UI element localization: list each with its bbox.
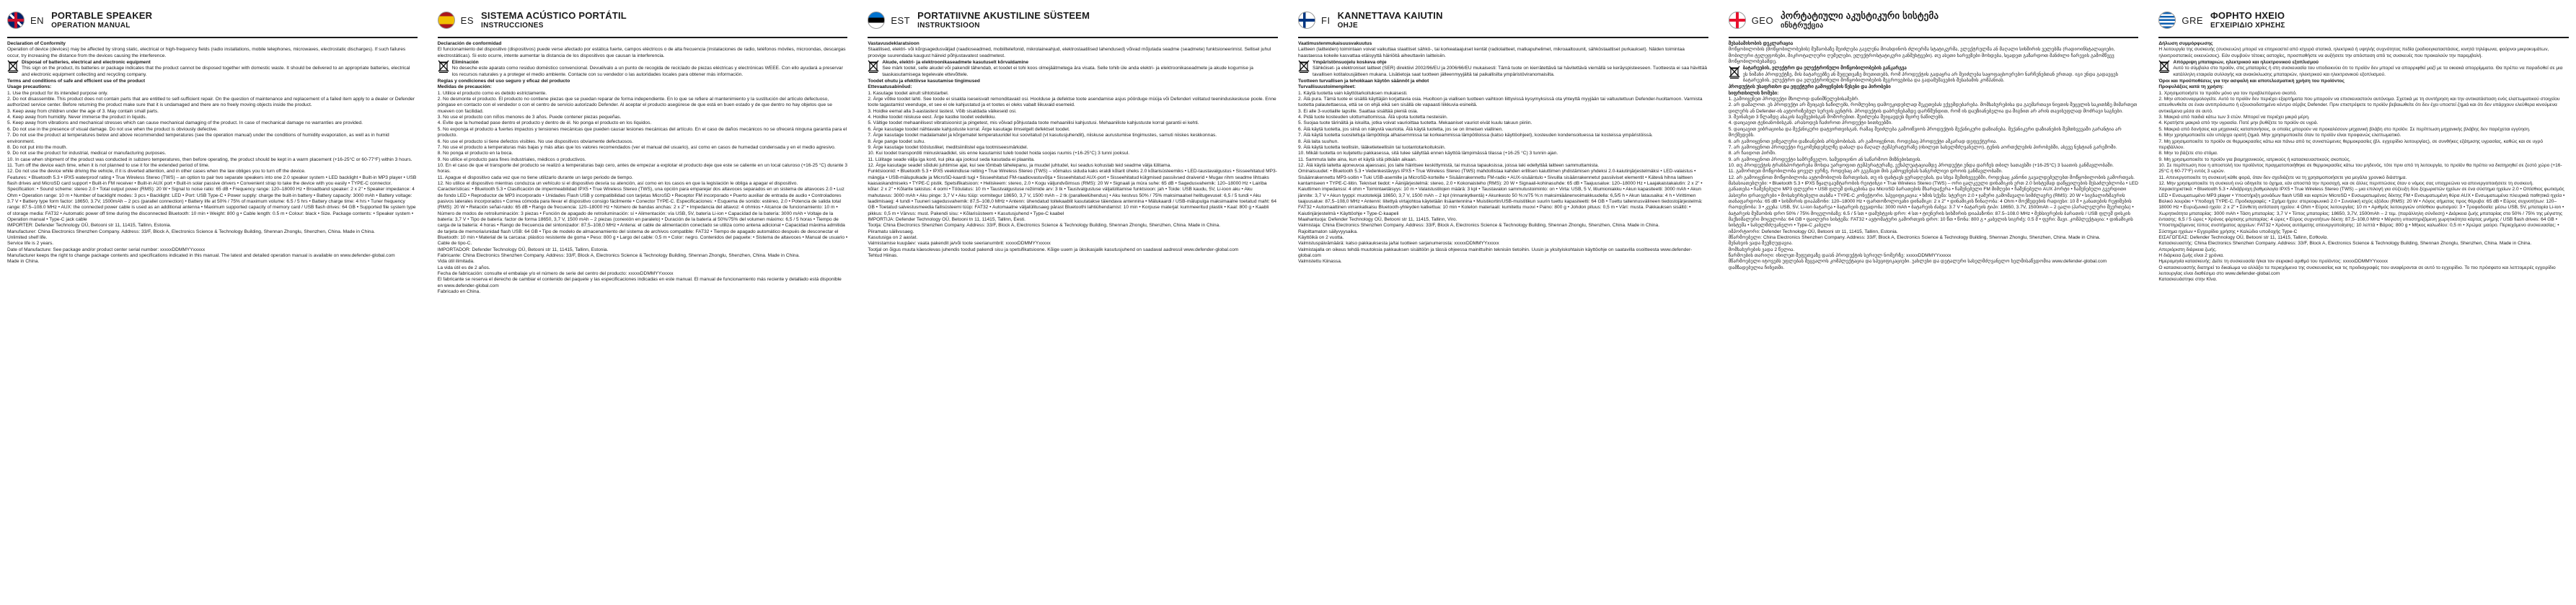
manual-body xyxy=(2158,41,2569,283)
disposal-text: Sähköiset- ja elektroniset laitteet (SER) direktiivi 2002/96/EU ja 2006/66/EU mukaisesti: Tämä tuote on kierrätettävä tai hävitettävä viemällä se keräyspisteeseen. Tuotteesta ei saa hävittää tavallisen kotitalousjätteen mukana. Lisätietoja saat tuotteen jälleenmyyjältä tai paikallisilta ympäristöviranomaisilta. xyxy=(1313,66,1708,77)
manual-body xyxy=(7,41,418,265)
paragraph: Maahantuoja: Defender Technology OÜ, Betooni str 11, 11415, Tallinn, Viro. xyxy=(1298,216,1457,222)
language-code: GRE xyxy=(2182,14,2204,26)
paragraph: 10. თუ პროდუქტის ტრანსპორტირება მოხდა უარყოფით ტემპერატურაზე, ექსპლუატაციამდე პროდუქტი უნდა დარჩეს თბილ სათავსში (+16-25°C) 3 საათის განმავლობაში. xyxy=(1728,162,2114,168)
paragraph: 11. Sammuta laite aina, kun et käytä sitä pitkään aikaan. xyxy=(1298,156,1417,162)
paragraph: 10. In case when shipment of the product was conducted in subzero temperatures, then before operating, the product should be kept in a warm placement (+16-25°C or 60-77°F) within 3 hours. xyxy=(7,156,413,162)
manual-subtitle: OPERATION MANUAL xyxy=(51,21,131,30)
paragraph: 2. No desmonte el producto. El producto no contiene piezas que se puedan reparar de forma independiente. En lo que se refiere al mantenimiento y la sustitución del artículo defectuoso, póngase en contacto con el vendedor o con el centro de servicio autorizado Defender. Al aceptar el producto asegúrese de que está en buen estado y de que dentro no hay objetos que se mueven con facilidad. xyxy=(437,97,832,114)
manual-body xyxy=(1298,41,1708,265)
intro-section xyxy=(1298,41,1708,59)
language-code: GEO xyxy=(1751,14,1774,26)
paragraph: შენახვის ვადა შეუზღუდავია. xyxy=(1728,241,1793,247)
paragraph: მწარმოებელი: China Electronics Shenzhen Company. Address: 33/F, Block A, Electronics Science & Technology Building, Shennan Zhonglu, Shenzhen, China. Made in China. xyxy=(1728,235,2101,240)
section-heading: Medidas de precaución: xyxy=(437,84,492,90)
paragraph: 8. არ ჩაიდოთ პირში. xyxy=(1728,151,1777,156)
product-title: PORTABLE SPEAKER xyxy=(51,10,153,22)
crossed-bin-icon xyxy=(868,60,879,73)
disposal-text: No deseche este aparato como residuo doméstico convencional. Devuélvalo a un punto de recogida de reciclado de piezas eléctricas y electrónicas WEEE. Con ello ayudará a preservar los recursos naturales y a proteger el medio ambiente. Contacte con su vendedor o las autoridades locales para obtener más información. xyxy=(451,66,843,77)
paragraph: Manufacturer: China Electronics Shenzhen Company. Address: 33/F, Block A, Electronics Science & Technology Building, Shennan Zhonglu, Shenzhen, China. Made in China. xyxy=(7,229,375,234)
paragraph: Staatilised, elektri- või kõrgsagedusväljad (raadioseadmed, mobiiltelefonid, mikrolaineahjud, elektrostaatilised lahendused) võivad mõjutada seadme (seadmete) funktsioneerimist. Sellisel juhul proovige suurendada kaugust häireid põhjustavatest seadmetest. xyxy=(868,47,1271,58)
paragraph: ΕΙΣΑΓΩΓΕΑΣ: Defender Technology OÜ, Betooni str 11, 11415, Tallinn, Εσθονία. xyxy=(2158,235,2329,240)
disposal-title: Disposal of batteries, electrical and electronic equipment xyxy=(22,60,151,66)
paragraph: 8. No ponga el producto en la boca. xyxy=(437,151,513,156)
disposal-block xyxy=(7,60,418,78)
paragraph: Date of Manufacture: See package and/or product center serial number: xxxxxDDMMYYxxxxx xyxy=(7,247,206,252)
paragraph: 6. Älä käytä tuotetta, jos siinä on näkyviä vaurioita. Älä käytä tuotetta, jos se on ilmeisen viallinen. xyxy=(1298,126,1504,132)
georgia-flag-icon xyxy=(1729,12,1746,29)
paragraph: 2. Μην αποσυναρμολογείτε. Αυτό το προϊόν δεν περιέχει εξαρτήματα που μπορούν να επισκευαστούν αυτόνομα. Σχετικά με τη συντήρηση και την αντικατάσταση ενός ελαττωματικού στοιχείου απευθυνθείτε σε έναν αντιπρόσωπο ή εξουσιοδοτημένο κέντρο σέρβις Defender. Πριν επιστρέψετε το προϊόν βεβαιωθείτε ότι δεν έχει υποστεί ζημιά και ότι δεν υπάρχουν ελεύθερα κινούμενα αντικείμενα μέσα σε αυτό. xyxy=(2158,97,2560,114)
column-header xyxy=(438,6,848,38)
paragraph: 10. Mikäli tuotetta on kuljetettu pakkasessa, sitä tulee säilyttää ennen käyttöä lämpimässä tilassa (+16-25 °C) 3 tunnin ajan. xyxy=(1298,151,1558,156)
product-title: პორტატიული აკუსტიკური სისტემა xyxy=(1781,10,1939,22)
paragraph: Fabricante: China Electronics Shenzhen Company. Address: 33/F, Block A, Electronics Science & Technology Building, Shennan Zhonglu, Shenzhen, China. Made in China. xyxy=(437,253,800,259)
section-heading: Terms and conditions of safe and efficient use of the product xyxy=(7,79,146,84)
paragraph: 8. Μην το βάζετε στο στόμα. xyxy=(2158,151,2218,156)
language-code: EN xyxy=(30,14,45,26)
paragraph: 4. Keep away from humidity. Never immerse the product in liquids. xyxy=(7,115,147,120)
paragraph: 12. No utilice el dispositivo mientras conduzca un vehículo si el dispositivo desvía su atención, así como en los casos en que la legislación le obliga a apagar el dispositivo. xyxy=(437,180,798,186)
paragraph: 5. Μακριά από δονήσεις και μηχανικές καταπονήσεις, οι οποίες μπορούν να προκαλέσουν μηχανική βλάβη στο προϊόν. Σε περίπτωση μηχανικής βλάβης δεν παρέχεται εγγύηση. xyxy=(2158,126,2531,132)
section-heading: Δήλωση συμμόρφωσης xyxy=(2158,41,2213,46)
paragraph: Η διάρκεια ζωής είναι 2 χρόνια. xyxy=(2158,253,2224,259)
paragraph: 12. Älä käytä laitetta ajoneuvoa ajaessasi, jos laite häiritsee keskittymistä, tai muissa tapauksissa, joissa laki edellyttää laitteen sammuttamista. xyxy=(1298,162,1600,168)
paragraph: 9. არ გამოიყენოთ პროდუქტი სამრეწველო, სამედიცინო ან საწარმოო მიზნებისთვის. xyxy=(1728,156,1922,162)
disposal-text: Αυτό το σύμβολο στο προϊόν, στις μπαταρίες ή στη συσκευασία του υποδεικνύει ότι το προϊόν δεν μπορεί να απορριφθεί μαζί με τα οικιακά απορρίμματα. Θα πρέπει να παραδοθεί σε μια κατάλληλη εταιρεία συλλογής και ανακύκλωσης μπαταριών, ηλεκτρικού και ηλεκτρονικού εξοπλισμού. xyxy=(2173,66,2563,77)
disposal-block xyxy=(1298,60,1708,78)
crossed-bin-icon xyxy=(438,60,449,73)
paragraph: 9. No utilice el producto para fines industriales, médicos o productivos. xyxy=(437,156,586,162)
paragraph: 4. დაიცავით ტენიანობისგან. არასოდეს ჩაძიროთ პროდუქტი სითხეებში. xyxy=(1728,120,1892,126)
paragraph: La vida útil es de 2 años. xyxy=(437,265,490,270)
disposal-block xyxy=(1729,66,2139,84)
manual-body xyxy=(868,41,1278,259)
paragraph: 4. Pidä tuote kosteuden ulottumattomissa. Älä upota tuotetta nesteisiin. xyxy=(1298,115,1448,120)
paragraph: 3. შეინახეთ 3 წლამდე ასაკის ბავშვებისგან მოშორებით. შეიძლება შეიცავდეს მცირე ნაწილებს. xyxy=(1728,115,1944,120)
paragraph: 5. Suojaa tuote tärinältä ja iskuilta, jotka voivat vaurioittaa tuotetta. Mekaaniset vauriot eivät kuulu takuun piiriin. xyxy=(1298,120,1532,126)
usage-section xyxy=(2158,79,2569,283)
paragraph: 4. Evite que la humedad pase dentro el producto y dentro de él. No ponga el producto en los líquidos. xyxy=(437,120,652,126)
manual-sheet xyxy=(7,6,2569,599)
section-heading: Toodet ohutu ja efektiivse kasutamise tingimused xyxy=(868,79,980,84)
paragraph: 5. Vältige toodet mehaanilisest vibratsioonist ja pingetest, mis võivad põhjustada toote mehaanilisi kahjustusi. Mehaaniliste kahjustuste korral garantii ei kehti. xyxy=(868,120,1199,126)
paragraph: IMPORTADOR: Defender Technology OÜ, Betooni str 11, 11415, Tallinn, Estonia. xyxy=(437,247,609,252)
paragraph: IMPORTIJA: Defender Technology OÜ, Betooni tn 11, 11415, Tallinn, Eesti. xyxy=(868,216,1025,222)
crossed-bin-icon xyxy=(1298,60,1310,73)
column-header xyxy=(2158,6,2569,38)
disposal-text: ეს ნიშანი პროდუქტზე, მის ბატარეებზე ან შეფუთვაზე მიუთითებს, რომ პროდუქტის გადაყრა არ შეიძლება საყოფაცხოვრებო ნარჩენებთან ერთად. იგი უნდა გადაეცეს ბატარეების, ელექტრო და ელექტრონული მოწყობილობების შეგროვებისა და გადამუშავების შესაბამის კომპანიას. xyxy=(1742,71,2119,84)
disposal-title: ბატარეების, ელექტრო და ელექტრონული მოწყობილობების განკარგვა xyxy=(1742,66,1907,71)
paragraph: 5. No exponga el producto a fuertes impactos y tensiones mecánicas que pueden causar lesiones mecánicas del artículo. En el caso de daños mecánicos no se ofrecerá ninguna garantía para el producto. xyxy=(437,126,847,138)
paragraph: 7. No use el producto a temperaturas más bajas y más altas que los valores recomendados (ver el manual del usuario), así como en casos de humedad condensada y en el medio agresivo. xyxy=(437,144,836,150)
intro-section xyxy=(868,41,1278,59)
paragraph: Κατασκευάστηκε στην Κίνα. xyxy=(2158,277,2218,283)
paragraph: 4. Κρατήστε μακριά από την υγρασία. Ποτέ μην βυθίζετε το προϊόν σε υγρά. xyxy=(2158,120,2319,126)
paragraph: მწარმოებელი იტოვებს უფლებას შეცვალოს კომპლექტაცია და სპეციფიკაციები. უახლესი და დეტალური სახელმძღვანელო ხელმისაწვდომია www.defender-global.com xyxy=(1728,259,2107,265)
disposal-title: Akude, elektri- ja elektroonikaseadmete kasutuselt kõrvaldamine xyxy=(882,60,1029,66)
paragraph: Απεριόριστη διάρκεια ζωής. xyxy=(2158,247,2217,252)
manual-subtitle: INSTRUKTSIOON xyxy=(917,21,980,30)
paragraph: 6. Do not use in the presence of visual damage. Do not use when the product is obviously defective. xyxy=(7,126,218,132)
paragraph: 11. Apague el dispositivo cada vez que no tiene utilizarlo durante un largo periodo de tiempo. xyxy=(437,175,633,180)
crossed-bin-icon xyxy=(2158,60,2170,73)
paragraph: Valmistuspäivämäärä: katso pakkauksesta ja/tai tuotteen sarjanumerosta: xxxxxDDMMYYxxxxx xyxy=(1298,241,1499,247)
paragraph: 1. Use the product for its intended purpose only. xyxy=(7,90,108,96)
paragraph: Manufacturer keeps the right to change package contents and specifications indicated in this manual. The latest and detailed operation manual is available on www.defender-global.com xyxy=(7,253,395,259)
disposal-text: This sign on the product, its batteries or package indicates that the product cannot be disposed together with domestic waste. It should be delivered to an appropriate batteries, electrical and electronic equipment collecting and recycling company. xyxy=(22,66,410,77)
manual-subtitle: INSTRUCCIONES xyxy=(481,21,544,30)
section-heading: შესაბამისობის დეკლარაცია xyxy=(1728,41,1794,46)
paragraph: Service life is 2 years. xyxy=(7,241,54,247)
paragraph: 2. Älä pura. Tämä tuote ei sisällä käyttäjän korjattavia osia. Huoltoon ja viallisen tuotteen vaihtoon liittyvissä kysymyksissä ota yhteyttä myyjään tai valtuutettuun Defender-huoltamoon. Varmista tuotetta palautettaessa, että se on ehjä eikä sen sisällä ole vapaasti liikkuvia esineitä. xyxy=(1298,97,1703,108)
manual-body xyxy=(438,41,848,295)
paragraph: Funktsioonid: • Bluetooth 5.3 • IPX5 veekindluse reiting • True Wireless Stereo (TWS) – võimalus siduda kaks eraldi kõlarit üheks 2.0 kõlarisüsteemiks • LED-taustavalgustus • Sisseehitatud MP3-mängija • USB-mälupulkade ja MicroSD-kaardi tugi • Sisseehitatud FM-raadiovastuvõtja • Sisseehitatud AUX-port • Sisseehitatud külgmised passiivsed draiverid • Mugav rihm seadme lihtsaks kaasaskandmiseks • TYPE-C pistik. Spetsifikatsioon: • Heliskeem: stereo, 2.0 • Kogu väljundvõimsus (RMS): 20 W • Signaali ja müra suhe: 65 dB • Sagedusvahemik: 120–18000 Hz • Lairiba kõlar: 2 x 2" • Kõlarite takistus: 4 oomi • Tööulatus: 10 m • Taustvalgustuse režiimide arv: 3 tk • Taustvalgustuse väljalülitamise funktsioon: jah • Toide: USB kaudu, 5V, Li-ioon aku • Aku mahutavus: 3000 mAh • Aku pinge: 3,7 V • Aku tüüp: vormitegur 18650, 3,7 V, 1500 mAh – 2 tk (paralleelühendus) • Aku kestvus 50% / 75% maksimaalsel helitugevusel: 6,5 / 5 tundi • Aku laadimisaeg: 4 tundi • Tuuneri sagedusvahemik: 87,5–108,0 MHz • Antenn: ühendatud toitekaablit kasutatakse täiendava antennina • Mälukaardi / USB-mälupulga maksimaalne toetatud maht: 64 GB • Toetatud salvestusmeedia failisüsteemi tüüp: FAT32 • Automaatne väljalülitusaeg pärast Bluetoothi lahtiühendamist: 10 min • Korpuse materjal: kummeeritud plastik • Kaal: 800 g • Kaabli pikkus: 0,5 m • Värvus: must. Pakendi sisu: • Kõlarisüsteem • Kasutusjuhend • Type-C kaabel xyxy=(868,169,1277,216)
paragraph: Unlimited shelf life. xyxy=(7,235,48,240)
paragraph: 12. Do not use the device while driving the vehicle, if it is diverted attention, and in other cases when the law obliges you to turn off the device. xyxy=(7,169,306,175)
paragraph: Kasutusiga on 2 aastat. xyxy=(868,235,918,240)
section-heading: Ettevaatusabinõud: xyxy=(868,84,912,90)
column-header xyxy=(1298,6,1708,38)
paragraph: 4. Hoidke toodet niiskuse eest. Ärge kastke toodet vedelikku. xyxy=(868,115,997,120)
paragraph: Valmistettu Kiinassa. xyxy=(1298,259,1342,265)
paragraph: 8. Älä laita suuhun. xyxy=(1298,138,1339,144)
disposal-block xyxy=(438,60,848,78)
product-title: KANNETTAVA KAIUTIN xyxy=(1337,10,1443,22)
paragraph: Made in China. xyxy=(7,259,40,265)
manual-subtitle: ΕΓΧΕΙΡΙΔΙΟ ΧΡΗΣΗΣ xyxy=(2210,21,2285,30)
crossed-bin-icon xyxy=(7,60,19,73)
paragraph: Κατασκευαστής: China Electronics Shenzhen Company. Address: 33/F, Block A, Electronics Science & Technology Building, Shennan Zhonglu, Shenzhen, China. Made in China. xyxy=(2158,241,2532,247)
section-heading: Tuotteen turvallisen ja tehokkaan käytön säännöt ja ehdot xyxy=(1298,79,1429,84)
paragraph: 1. Käytä tuotetta vain käyttötarkoituksen mukaisesti. xyxy=(1298,90,1408,96)
paragraph: 12. Μην χρησιμοποιείτε τη συσκευή ενώ οδηγείτε το όχημα, εάν αποσπά την προσοχή, και σε άλλες περιπτώσεις όταν ο νόμος σας υποχρεώνει να απενεργοποιήσετε τη συσκευή. xyxy=(2158,180,2533,186)
paragraph: დამზადებულია ჩინეთში. xyxy=(1728,265,1785,270)
column-es xyxy=(438,6,848,599)
disposal-block xyxy=(868,60,1278,78)
paragraph: 1. გამოიყენეთ პროდუქტი მხოლოდ დანიშნულებისამებრ. xyxy=(1728,97,1860,102)
disposal-title: Eliminación xyxy=(451,60,479,66)
section-heading: Όροι και προϋποθέσεις για την ασφαλή και αποτελεσματική χρήση του προϊόντος xyxy=(2158,79,2345,84)
paragraph: 8. Do not put into the mouth. xyxy=(7,144,68,150)
paragraph: El fabricante se reserva el derecho de cambiar el contenido del paquete y las especificaciones indicadas en este manual. El manual de funcionamiento más reciente y detallado está disponible en www.defender-global.com xyxy=(437,277,842,288)
paragraph: Χαρακτηριστικά: • Bluetooth 5.3 • Αδιάβροχη βαθμολογία IPX5 • True Wireless Stereo (TWS) – μια επιλογή για σύζευξη δύο ξεχωριστών ηχείων σε ένα σύστημα ηχείων 2.0 • Οπίσθιος φωτισμός LED • Ενσωματωμένο MP3 player • Υποστήριξη μονάδων flash USB και καρτών MicroSD • Ενσωματωμένος δέκτης FM • Ενσωματωμένη θύρα AUX • Ενσωματωμένα πλευρικά παθητικά ηχεία • Βολικό λουράκι • Υποδοχή TYPE-C. Προδιαγραφές: • Σχήμα ήχου: στερεοφωνικό 2.0 • Συνολική ισχύς εξόδου (RMS): 20 W • Λόγος σήματος προς θόρυβο: 65 dB • Εύρος συχνοτήτων: 120–18000 Hz • Ευρυζωνικό ηχείο: 2 x 2" • Σύνθετη αντίσταση ηχείου: 4 Ohm • Εύρος λειτουργίας: 10 m • Αριθμός λειτουργιών οπίσθιου φωτισμού: 3 • Τροφοδοσία: μέσω USB, 5V, μπαταρία Li-ion • Χωρητικότητα μπαταρίας: 3000 mAh • Τάση μπαταρίας: 3,7 V • Τύπος μπαταρίας: 18650, 3,7V, 1500mAh – 2 τεμ. (παράλληλη σύνδεση) • Διάρκεια ζωής μπαταρίας στο 50% / 75% της μέγιστης έντασης: 6,5 / 5 ώρες • Χρόνος φόρτισης μπαταρίας: 4 ώρες • Εύρος συχνοτήτων δέκτη: 87,5–108,0 MHz • Μέγιστη υποστηριζόμενη χωρητικότητα κάρτας μνήμης / USB flash drives: 64 GB • Υποστηριζόμενος τύπος συστήματος αρχείων: FAT32 • Χρόνος αυτόματης απενεργοποίησης: 10 λεπτά • Βάρος: 800 g • Μήκος καλωδίου: 0,5 m • Χρώμα: μαύρο. Περιεχόμενο συσκευασίας: • Σύστημα ηχείων • Εγχειρίδιο χρήσης • Καλώδιο υποδοχής Type-C xyxy=(2158,187,2565,234)
intro-section xyxy=(7,41,418,59)
paragraph: Fecha de fabricación: consulte el embalaje y/o el número de serie del centro del producto: xxxxxDDMMYYxxxxx xyxy=(437,271,674,277)
paragraph: 6. Ärge kasutage toodet nähtavate kahjustuste korral. Ärge kasutage ilmselgelt defektset toodet. xyxy=(868,126,1070,132)
paragraph: Ημερομηνία κατασκευής: Δείτε τη συσκευασία ή/και τον σειριακό αριθμό του προϊόντος: xxxxxDDMMYYxxxxx xyxy=(2158,259,2388,265)
uk-flag-icon xyxy=(7,12,25,29)
section-heading: Usage precautions: xyxy=(7,84,52,90)
paragraph: 7. Älä käytä tuotetta suositeltuja lämpötiloja alhaisemmissa tai korkeammissa lämpötiloissa (katso käyttöohjeet), kosteuden kondensoituessa tai kosteissa ympäristöissä. xyxy=(1298,133,1653,138)
product-title: ΦΟΡΗΤΟ ΗΧΕΙΟ xyxy=(2210,10,2285,22)
paragraph: Tootja: China Electronics Shenzhen Company. Address: 33/F, Block A, Electronics Science & Technology Building, Shennan Zhonglu, Shenzhen, China. Made in China. xyxy=(868,223,1221,229)
spain-flag-icon xyxy=(438,12,455,29)
product-title: PORTATIIVNE AKUSTILINE SÜSTEEM xyxy=(917,10,1090,22)
paragraph: 3. Hoidke eemal alla 3-aastastest lastest. Võib sisaldada väikeseid osi. xyxy=(868,108,1017,114)
usage-section xyxy=(438,79,848,295)
section-heading: Reglas y condiciones del uso seguro y eficaz del producto xyxy=(437,79,570,84)
paragraph: Rajoittamaton säilyvyysaika. xyxy=(1298,229,1358,234)
paragraph: 2. Ärge võtke toodet lahti. See toode ei sisalda iseseisvalt remonditavaid osi. Hoolduse ja defektse toote asendamise asjus pöörduge müüja või Defenderi volitatud teeninduskeskuse poole. Enne toote tagastamist veenduge, et see ei ole kahjustatud ja et tootes ei oleks vabalt liikuvaid esemeid. xyxy=(868,97,1276,108)
paragraph: 3. Keep away from children under the age of 3. May contain small parts. xyxy=(7,108,159,114)
paragraph: 5. Keep away from vibrations and mechanical stresses which can cause mechanical damaging of the product. In case of mechanical damage no warranties are provided. xyxy=(7,120,363,126)
paragraph: 11. Turn off the device each time, when it is not planned to use it for the extended period of time. xyxy=(7,162,210,168)
paragraph: 6. Μην χρησιμοποιείτε εάν υπάρχει ορατή ζημιά. Μην χρησιμοποιείτε όταν το προϊόν είναι προφανώς ελαττωματικό. xyxy=(2158,133,2401,138)
paragraph: Η λειτουργία της συσκευής (συσκευών) μπορεί να επηρεαστεί από ισχυρά στατικά, ηλεκτρικά ή υψηλής συχνότητας πεδία (ραδιοεγκαταστάσεις, κινητά τηλέφωνα, φούρνοι μικροκυμάτων, ηλεκτροστατικές εκκενώσεις). Εάν συμβούν τέτοιες αστοχίες, προσπαθήστε να αυξήσετε την απόσταση από τις συσκευές που προκαλούν την παρεμβολή. xyxy=(2158,47,2549,58)
paragraph: Valmistamise kuupäev: vaata pakendit ja/või toote seerianumbrit: xxxxxDDMMYYxxxxx xyxy=(868,241,1051,247)
intro-section xyxy=(438,41,848,59)
paragraph: Piiramatu säilivusaeg. xyxy=(868,229,914,234)
paragraph: 3. Μακριά από παιδιά κάτω των 3 ετών. Μπορεί να περιέχει μικρά μέρη. xyxy=(2158,115,2310,120)
paragraph: Tootjal on õigus muuta käesolevas juhendis toodud pakendi sisu ja spetsifikatsioone. Kõige uuem ja üksikasjalik kasutusjuhend on saadaval aadressil www.defender-global.com xyxy=(868,247,1239,252)
section-heading: Vaatimustenmukaisuusvakuutus xyxy=(1298,41,1372,46)
paragraph: 3. No use el producto con niños menores de 3 años. Puede contener piezas pequeñas. xyxy=(437,115,622,120)
disposal-title: Ympäristönsuojelu koskeva ohje xyxy=(1313,60,1387,66)
column-geo xyxy=(1729,6,2139,599)
paragraph: 10. Kui toodet transporditi miinuskraadidel, siis enne kasutamist tuleb toodet hoida soojas ruumis (+16-25°C) 3 tunni jooksul. xyxy=(868,151,1130,156)
column-fi xyxy=(1298,6,1708,599)
finland-flag-icon xyxy=(1298,12,1315,29)
manual-subtitle: OHJE xyxy=(1337,21,1359,30)
column-est xyxy=(868,6,1278,599)
section-heading: Declaración de conformidad xyxy=(437,41,502,46)
usage-section xyxy=(7,79,418,265)
manual-subtitle: ინსტრუქცია xyxy=(1781,21,1824,30)
crossed-bin-icon xyxy=(1729,66,1740,79)
paragraph: IMPORTER: Defender Technology OÜ, Betooni str 11, 11415, Tallinn, Estonia. xyxy=(7,223,172,229)
paragraph: 7. Ärge kasutage toodet madalamatel ja kõrgematel temperatuuridel kui soovitatud (vt kasutusjuhendit), niiskuse aurustumise tingimustes, samuti niiskes keskkonnas. xyxy=(868,133,1217,138)
paragraph: იმპორტიორი: Defender Technology OÜ, Betooni str 11, 11415, Tallinn, Estonia. xyxy=(1728,229,1898,234)
paragraph: 9. Ärge kasutage toodet tööstuslikel, meditsiinilistel ega tootmiseesmärkidel. xyxy=(868,144,1028,150)
section-heading: Turvallisuustoimenpiteet: xyxy=(1298,84,1356,90)
section-heading: სიფრთხილის ზომები: xyxy=(1728,90,1779,96)
paragraph: წარმოების თარიღი: იხილეთ შეფუთვაზე და/ან პროდუქტის სერიულ ნომერზე: xxxxxDDMMYYxxxxx xyxy=(1728,253,1951,259)
disposal-text: See märk tootel, selle akudel või pakendil tähendab, et toodet ei tohi koos olmejäätmetega ära visata. Selle tohib üle anda elektri- ja elektroonikaseadmete ja akude kogumise ja taaskasutamisega tegelevale ettevõttele. xyxy=(882,66,1253,77)
paragraph: Laitteen (laitteiden) toimintaan voivat vaikuttaa staattiset sähkö-, tai korkeataajuiset kentät (radiolaitteet, matkapuhelimet, mikroaaltouunit, sähköstaattiset purkaukset). Näiden toimintaa haastaessa kokeile kasvattaa etäisyyttä häiriöitä aiheuttaviin laitteisiin. xyxy=(1298,47,1685,58)
usage-section xyxy=(868,79,1278,259)
paragraph: 11. Lülitage seade välja iga kord, kui pika aja jooksul seda kasutada ei plaanita. xyxy=(868,156,1035,162)
intro-section xyxy=(2158,41,2569,59)
paragraph: 7. Do not use the product at temperatures below and above recommended temperatures (see the operation manual) under the conditions of humidity evaporation, as well as in humid environment. xyxy=(7,133,389,144)
paragraph: Valmistajalla on oikeus tehdä muutoksia pakkauksen sisältöön ja tässä ohjeessa mainittuihin teknisiin tietoihin. Uusin ja yksityiskohtaisin käyttöohje on saatavilla osoitteesta www.defender-global.com xyxy=(1298,247,1693,259)
disposal-block xyxy=(2158,60,2569,78)
paragraph: 1. Χρησιμοποιήστε το προϊόν μόνο για τον προβλεπόμενο σκοπό. xyxy=(2158,90,2297,96)
paragraph: El funcionamiento del dispositivo (dispositivos) puede verse afectado por estática fuerte, campos eléctricos o de alta frecuencia (instalaciones de radio, teléfonos móviles, microondas, descargas electrostáticas). Si esto ocurre, intente aumentar la distancia de los dispositivos que causan la interferencia. xyxy=(437,47,846,58)
usage-section xyxy=(1298,79,1708,265)
paragraph: 8. Ärge pange toodet suhu. xyxy=(868,138,925,144)
paragraph: 11. გამორთეთ მოწყობილობა ყოველ ჯერზე, როდესაც არ გეგმავთ მის გამოყენებას ხანგრძლივი დროის განმავლობაში. xyxy=(1728,169,2003,175)
column-en xyxy=(7,6,418,599)
usage-section xyxy=(1729,84,2139,271)
product-title: SISTEMA ACÚSTICO PORTÁTIL xyxy=(481,10,627,22)
paragraph: 7. არ გამოიყენოთ პროდუქტი რეკომენდებულზე დაბალ და მაღალ ტემპერატურაზე (იხილეთ სახელმძღვანელო), ტენის აორთქლების პირობებში, ასევე ნესტიან გარემოში. xyxy=(1728,144,2117,150)
paragraph: 9. Μη χρησιμοποιείτε το προϊόν για βιομηχανικούς, ιατρικούς ή κατασκευαστικούς σκοπούς. xyxy=(2158,156,2351,162)
manual-body xyxy=(1729,41,2139,271)
greece-flag-icon xyxy=(2158,12,2176,29)
paragraph: 10. En el caso de que el transporte del producto se realizó a temperaturas bajo cero, antes de empezar a explotar el producto deje que este se caliente en un local caluroso (+16-25 °C) durante 3 horas. xyxy=(437,162,848,175)
paragraph: 11. Απενεργοποιείτε τη συσκευή κάθε φορά, όταν δεν σχεδιάζετε να τη χρησιμοποιήσετε για μεγάλο χρονικό διάστημα. xyxy=(2158,175,2407,180)
paragraph: მახასიათებლები: • Bluetooth 5.3 • IPX5 წყალგაუმტარობის რეიტინგი • True Wireless Stereo (TWS) – ორი ცალკეული დინამიკის ერთ 2.0 სისტემად დაწყვილების შესაძლებლობა • LED განათება • ჩაშენებული MP3 ფლეერი • USB ფლეშ დისკებისა და MicroSD ბარათების მხარდაჭერა • ჩაშენებული FM მიმღები • ჩაშენებული AUX პორტი • ჩაშენებული გვერდითი პასიური დრაივერები • მოსახერხებელი თასმა • TYPE-C კონექტორი. სპეციფიკაცია: • ხმის სქემა: სტერეო 2.0 • ჯამური გამომავალი სიმძლავრე (RMS): 20 W • სიგნალი/ხმაურის თანაფარდობა: 65 dB • სიხშირის დიაპაზონი: 120–18000 Hz • ფართოზოლოვანი დინამიკი: 2 x 2" • დინამიკის წინაღობა: 4 Ohm • მოქმედების რადიუსი: 10 მ • განათების რეჟიმების რაოდენობა: 3 • კვება: USB, 5V, Li-ion ბატარეა • ბატარეის ტევადობა: 3000 mAh • ბატარეის ძაბვა: 3.7 V • ბატარეის ტიპი: 18650, 3.7V, 1500mAh – 2 ცალი (პარალელური შეერთება) • ბატარეის მუშაობის დრო 50% / 75% მოცულობაზე: 6.5 / 5 სთ • დამუხტვის დრო: 4 სთ • ტიუნერის სიხშირის დიაპაზონი: 87.5–108.0 MHz • მეხსიერების ბარათის / USB ფლეშ დისკის მაქსიმალური მოცულობა: 64 GB • ფაილური სისტემა: FAT32 • ავტომატური გამორთვის დრო: 10 წთ • წონა: 800 გ • კაბელის სიგრძე: 0.5 მ • ფერი: შავი. კომპლექტაცია: • დინამიკის სისტემა • სახელმძღვანელო • Type-C კაბელი xyxy=(1728,180,2139,229)
paragraph: მომსახურების ვადა 2 წელია. xyxy=(1728,247,1795,252)
paragraph: Vida útil ilimitada. xyxy=(437,259,475,265)
paragraph: 2. Do not disassemble. This product does not contain parts that are entitled to self-sufficient repair. On the question of maintenance and replacement of a failed item apply to a dealer or Defender authorized service center. Before returning the product make sure that it is undamaged and there are no freely moving objects inside the product. xyxy=(7,97,415,108)
column-gre xyxy=(2158,6,2569,599)
paragraph: 3. Ei alle 3-vuotiaille lapsille. Saattaa sisältää pieniä osia. xyxy=(1298,108,1419,114)
column-header xyxy=(1729,6,2139,38)
paragraph: Características: • Bluetooth 5.3 • Clasificación de impermeabilidad IPX5 • True Wireless Stereo (TWS), una opción para emparejar dos altavoces separados en un sistema de altavoces 2.0 • Luz de fondo LED • Reproductor de MP3 incorporado • Unidades Flash USB y compatibilidad con tarjetas MicroSD • Receptor FM incorporado • Puerto auxiliar de entrada de audio • Controladores pasivos laterales incorporados • Correa cómoda para llevar el dispositivo consigo fácilmente • Conector TYPE-C. Especificaciones: • Esquema de sonido: estéreo, 2.0 • Potencia de salida total (RMS): 20 W • Relación señal-ruido: 65 dB • Rango de frecuencia: 120–18000 Hz • Número de bandas anchas: 2 x 2" • Impedancia del altavoz: 4 ohmios • Alcance de funcionamiento: 10 m • Número de modos de retroiluminación: 3 piezas • Función de apagado de retroiluminación: sí • Alimentación: vía USB, 5V, batería Li-ion • Capacidad de la batería: 3000 mAh • Voltaje de la batería: 3,7 V • Tipo de batería: factor de forma 18650, 3,7 V, 1500 mAh – 2 piezas (conexión en paralelo) • Duración de la batería al 50%/75% del volumen máximo: 6,5 / 5 horas • Tiempo de carga de la batería: 4 horas • Rango de frecuencia del sintonizador: 87,5–108,0 MHz • Antena: el cable de alimentación conectado se utiliza como antena adicional • Capacidad máxima admitida de tarjeta de memoria/unidad flash USB: 64 GB • Tipo de modelo de almacenamiento del sistema de archivos compatible: FAT32 • Tiempo de apagado automático después de desconectar el Bluetooth: 10 min • Material de la carcasa: plástico resistente de goma • Peso: 800 g • Largo del cable: 0,5 m • Color: negro. Contenidos del paquete: • Sistema de altavoces • Manual de usuario • Cable de tipo-C. xyxy=(437,187,848,247)
paragraph: 10. Σε περίπτωση που η αποστολή του προϊόντος πραγματοποιήθηκε σε θερμοκρασίες κάτω του μηδενός, τότε πριν από τη λειτουργία, το προϊόν θα πρέπει να διατηρηθεί σε ζεστό χώρο (+16-25°C ή 60-77°F) εντός 3 ωρών. xyxy=(2158,162,2562,175)
paragraph: 7. Μη χρησιμοποιείτε το προϊόν σε θερμοκρασίες κάτω και πάνω από τις συνιστώμενες θερμοκρασίες (βλ. εγχειρίδιο λειτουργίας), σε συνθήκες εξάτμισης υγρασίας, καθώς και σε υγρό περιβάλλον. xyxy=(2158,138,2544,150)
paragraph: 12. Ärge kasutage seadet sõiduki juhtimise ajal, kui see tõmbab tähelepanu, ja muudel juhtudel, kui seadus kohustab teid seadme välja lülitama. xyxy=(868,162,1172,168)
paragraph: Fabricado en China. xyxy=(437,289,481,295)
language-code: EST xyxy=(891,14,911,26)
paragraph: Features: • Bluetooth 5.3 • IPX5 waterproof rating • True Wireless Stereo (TWS) – an option to pair two separate speakers into one 2.0 speaker system • LED backlight • Built-in MP3 player • USB flash drives and MicroSD card support • Built-in FM receiver • Built-in AUX port • Built-in solar passive drivers • Convenient strap to take the device with you easily • TYPE-C connector. Specification: • Sound scheme: stereo 2.0 • Total output power (RMS): 20 W • Signal to noise ratio: 65 dB • Frequency range: 120–18000 Hz • Broadband speaker: 2 x 2" • Speaker impedance: 4 Ohm • Operation range: 10 m • Number of backlight modes: 3 pcs • Backlight: LED • Port: USB Type-C • Power supply: charge the built-in battery • Battery capacity: 3000 mAh • Battery voltage: 3.7 V • Battery type form factor: 18650, 3.7V, 1500mAh – 2 pcs (parallel connection) • Battery life at 50% / 75% of maximum volume: 6.5 / 5 hrs • Battery charge time: 4 hrs • Tuner frequency range: 87.5–108.0 MHz • AUX: the connected power cable is used as an additional antenna • Maximum supported capacity of memory card / USB flash drives: 64 GB • Supported file system type of storage media: FAT32 • Automatic power off time during the disconnected Bluetooth: 10 min • Weight: 800 g • Cable length: 0.5 m • Colour: black • Size. Package contents: • Speaker system • Operation manual • Type-C jack cable xyxy=(7,175,417,222)
paragraph: 9. Do not use the product for industrial, medical or manufacturing purposes. xyxy=(7,151,167,156)
paragraph: Tehtud Hiinas. xyxy=(868,253,899,259)
disposal-title: Απόρριψη μπαταριών, ηλεκτρικού και ηλεκτρονικού εξοπλισμού xyxy=(2173,60,2319,66)
paragraph: Ominaisuudet: • Bluetooth 5.3 • Vedenkestävyys IPX5 • True Wireless Stereo (TWS) mahdollistaa kahden erillisen kaiuttimen yhdistämisen yhdeksi 2.0-kaiutinjärjestelmäksi • LED-valaistus • Sisäänrakennettu MP3-soitin • Tuki USB-asemille ja MicroSD-korteille • Sisäänrakennettu FM-radio • AUX-sisääntulo • Sivuilla sisäänrakennetut passiiviset elementit • Kätevä hihna laitteen kantamiseen • TYPE-C-liitin. Tekniset tiedot: • Äänijärjestelmä: stereo, 2.0 • Kokonaisteho (RMS): 20 W • Signaali-kohinasuhde: 65 dB • Taajuusalue: 120–18000 Hz • Laajakaistakaiutin: 2 x 2" • Kaiuttimen impedanssi: 4 ohm • Toimintaetäisyys: 10 m • Valaistustilojen määrä: 3 kpl • Taustavalon sammutustoiminto: on • Virta: USB, 5 V, litiumioniakku • Akun kapasiteetti: 3000 mAh • Akun jännite: 3,7 V • Akun tyyppi: muototekijä 18650, 3,7 V, 1500 mAh – 2 kpl (rinnankytkentä) • Akunkesto 50 %:n/75 %:n maksimiäänenvoimakkuudella: 6,5/5 h • Akun latausaika: 4 h • Virittimen taajuusalue: 87,5–108,0 MHz • Antenni: liitettyä virtajohtoa käytetään lisäantennina • Muistikortin/USB-muistitikun suurin tuettu kapasiteetti: 64 GB • Tuettu tallennusvälineen tiedostojärjestelmä: FAT32 • Automaattinen virrankatkaisu Bluetooth-yhteyden katkettua: 10 min • Kotelon materiaali: kumitettu muovi • Paino: 800 g • Johdon pituus: 0,5 m • Väri: musta. Pakkauksen sisältö: • Kaiutinjärjestelmä • Käyttöohje • Type-C-kaapeli xyxy=(1298,169,1703,216)
paragraph: 12. არ გამოიყენოთ მოწყობილობა ავტომობილის მართვისას, თუ ის ფანტავს ყურადღებას, და სხვა შემთხვევებში, როდესაც კანონი გავალდებულებთ მოწყობილობის გამორთვას. xyxy=(1728,175,2135,180)
estonia-flag-icon xyxy=(868,12,885,29)
paragraph: 5. დაიცავით ვიბრაციისა და მექანიკური დატვირთვისგან, რამაც შეიძლება გამოიწვიოს პროდუქტის მექანიკური დაზიანება. მექანიკური დაზიანების შემთხვევაში გარანტია არ მოქმედებს. xyxy=(1728,126,2122,138)
language-code: ES xyxy=(460,14,475,26)
paragraph: 1. Utilice el producto como es debido estrictamente. xyxy=(437,90,547,96)
paragraph: Käyttöikä on 2 vuotta. xyxy=(1298,235,1344,240)
paragraph: 2. არ დაშალოთ. ეს პროდუქტი არ შეიცავს ნაწილებს, რომლებიც დამოუკიდებლად შეკეთებას ექვემდებარება. მომსახურებისა და გაუმართავი ნივთის შეცვლის საკითხზე მიმართეთ დილერს ან Defender-ის ავტორიზებულ სერვის ცენტრს. პროდუქტის დაბრუნებამდე დარწმუნდით, რომ ის დაუზიანებელია და შიგნით არ არის თავისუფლად მოძრავი საგნები. xyxy=(1728,102,2138,114)
section-heading: პროდუქტის უსაფრთხო და ეფექტური გამოყენების წესები და პირობები xyxy=(1728,84,1891,90)
paragraph: 9. Älä käytä tuotetta teollisiin, lääketieteellisiin tai tuotantotarkoituksiin. xyxy=(1298,144,1446,150)
column-header xyxy=(868,6,1278,38)
language-code: FI xyxy=(1321,14,1331,26)
paragraph: 6. არ გამოიყენოთ ვიზუალური დაზიანების არსებობისას. არ გამოიყენოთ, როდესაც პროდუქტი აშკარად დეფექტურია. xyxy=(1728,138,1998,144)
paragraph: Ο κατασκευαστής διατηρεί το δικαίωμα να αλλάξει τα περιεχόμενα της συσκευασίας και τις προδιαγραφές που αναφέρονται σε αυτό το εγχειρίδιο. Το πιο πρόσφατο και λεπτομερές εγχειρίδιο λειτουργίας είναι διαθέσιμο στο www.defender-global.com xyxy=(2158,265,2556,277)
paragraph: Operation of device (devices) may be affected by strong static, electrical or high-frequency fields (radio installations, mobile telephones, microwaves, electrostatic discharges). If such failures occur, try increasing the distance from the devices causing the interference. xyxy=(7,47,406,58)
intro-section xyxy=(1729,41,2139,65)
section-heading: Προφυλάξεις κατά τη χρήση: xyxy=(2158,84,2224,90)
paragraph: მოწყობილობის (მოწყობილობების) მუშაობაზე შეიძლება გავლენა მოახდინოს ძლიერმა სტატიკურმა, ელექტრულმა ან მაღალი სიხშირის ველებმა (რადიოინსტალაციები, მობილური ტელეფონები, მიკროტალღური ღუმელები, ელექტროსტატიკური განმუხტვები). თუ ასეთი ხარვეზები მოხდება, სცადეთ გაზარდოთ მანძილი ჩარევის გამომწვევ მოწყობილობებამდე. xyxy=(1728,47,2115,65)
section-heading: Vastavusdeklaratsioon xyxy=(868,41,919,46)
paragraph: 6. No use el producto si tiene defectos visibles. No use dispositivos obviamente defectuosos. xyxy=(437,138,633,144)
paragraph: Valmistaja: China Electronics Shenzhen Company. Address: 33/F, Block A, Electronics Science & Technology Building, Shennan Zhonglu, Shenzhen, China. Made in China. xyxy=(1298,223,1660,229)
section-heading: Declaration of Conformity xyxy=(7,41,66,46)
paragraph: 1. Kasutage toodet ainult sihtotstarbel. xyxy=(868,90,949,96)
column-header xyxy=(7,6,418,38)
